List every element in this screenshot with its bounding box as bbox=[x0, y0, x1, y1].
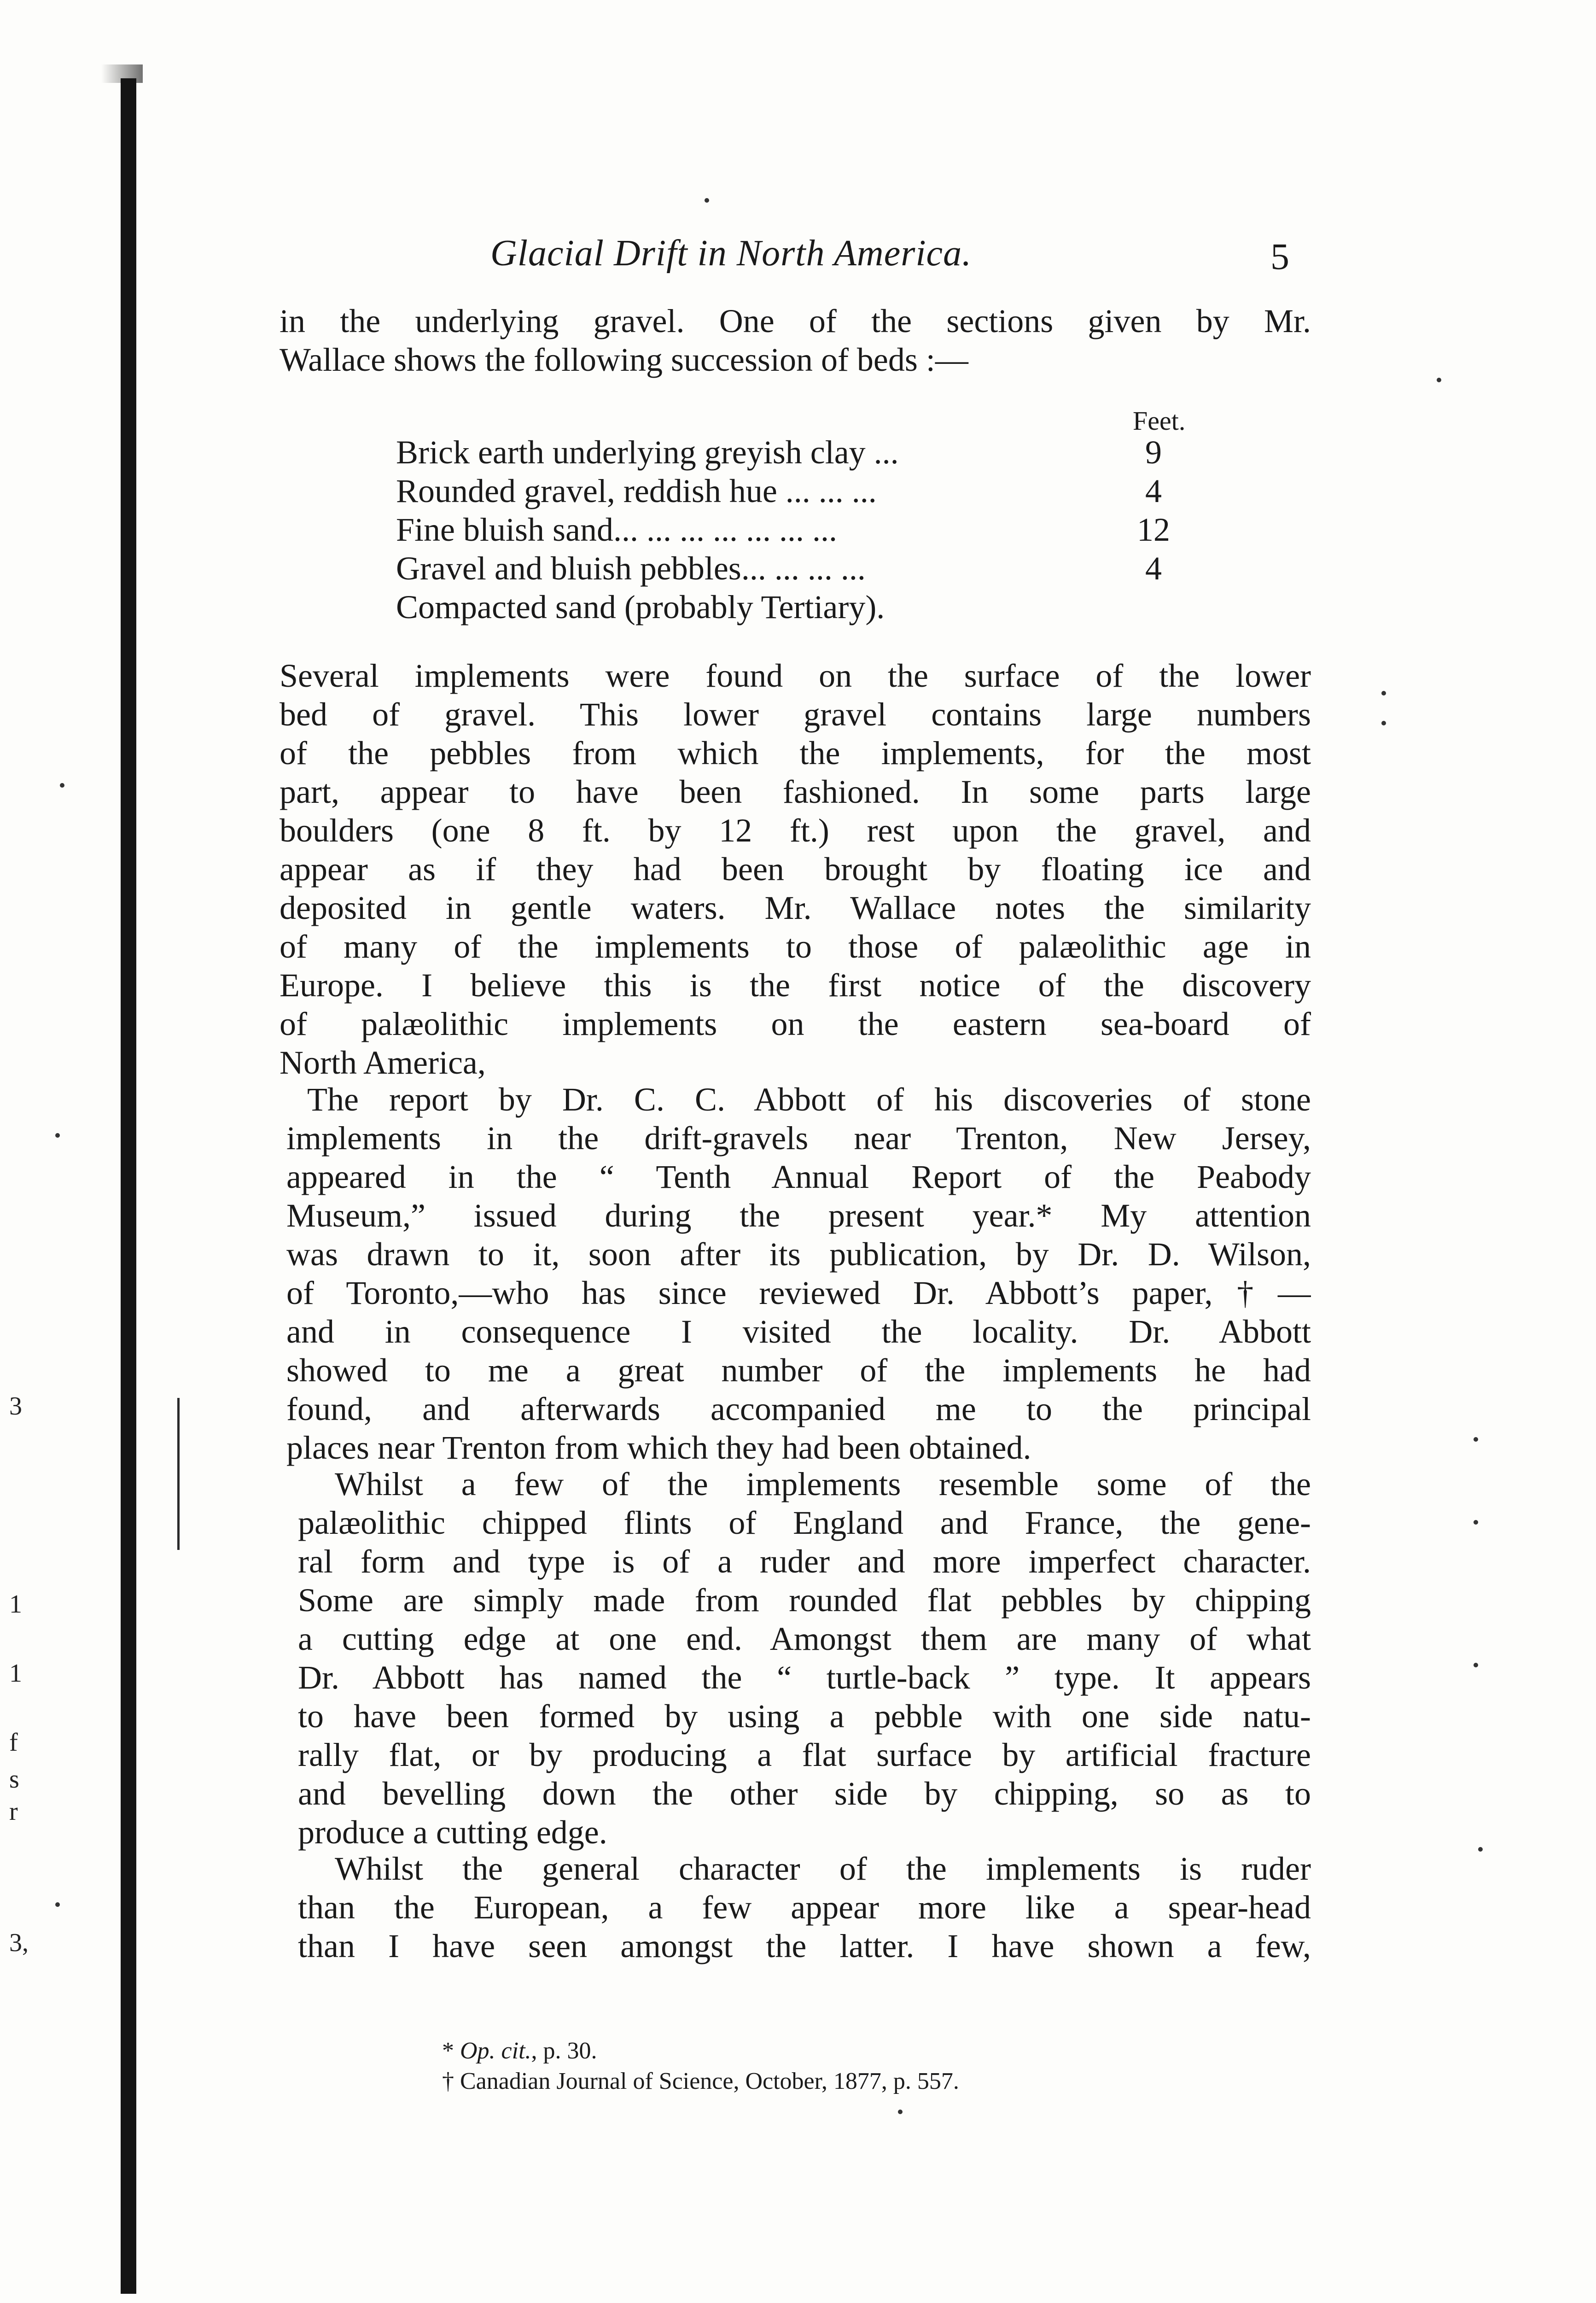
text-line: Wallace shows the following succession of beds :— bbox=[280, 341, 968, 378]
ink-speck bbox=[1437, 378, 1441, 382]
table-row bbox=[396, 549, 1206, 588]
text-line: showed to me a great number of the implements he had bbox=[286, 1352, 1311, 1389]
bed-name: Compacted sand (probably Tertiary). bbox=[396, 589, 885, 625]
footnote-canadian-journal: † Canadian Journal of Science, October, 1877, p. 557. bbox=[442, 2068, 959, 2094]
text-line: Dr. Abbott has named the “ turtle-back ” type. It appears bbox=[298, 1659, 1311, 1696]
text-line: Whilst a few of the implements resemble some of the bbox=[335, 1466, 1311, 1502]
footnote-citation: Op. cit. bbox=[460, 2038, 531, 2064]
running-title: Glacial Drift in North America. bbox=[490, 233, 972, 274]
margin-letter: f bbox=[9, 1728, 18, 1757]
text-line: bed of gravel. This lower gravel contains large numbers bbox=[280, 696, 1311, 733]
paragraph-general-character bbox=[280, 1849, 1311, 1965]
bed-thickness: 4 bbox=[1145, 550, 1162, 587]
binding-edge bbox=[121, 78, 136, 2294]
footnote-mark: * bbox=[442, 2038, 454, 2064]
margin-letter: 3, bbox=[9, 1929, 29, 1957]
bed-thickness: 4 bbox=[1145, 473, 1162, 509]
margin-mark-line bbox=[177, 1398, 180, 1550]
text-line: palæolithic chipped flints of England and France, the gene- bbox=[298, 1504, 1311, 1541]
footnote-op-cit bbox=[442, 2036, 1225, 2066]
text-line: North America, bbox=[280, 1044, 486, 1081]
footnotes bbox=[442, 2036, 1225, 2097]
paragraph-implements-found bbox=[280, 656, 1311, 1082]
text-line: produce a cutting edge. bbox=[298, 1814, 607, 1851]
text-line: and bevelling down the other side by chipping, so as to bbox=[298, 1775, 1311, 1812]
margin-letter: 1 bbox=[9, 1659, 22, 1688]
text-line: ral form and type is of a ruder and more imperfect character. bbox=[298, 1543, 1311, 1580]
bed-name: Fine bluish sand... ... ... ... ... ... ... bbox=[396, 511, 838, 548]
margin-letter: 1 bbox=[9, 1590, 22, 1619]
margin-letter: 3 bbox=[9, 1392, 22, 1420]
text-line: and in consequence I visited the locality. Dr. Abbott bbox=[286, 1313, 1311, 1350]
bed-name: Brick earth underlying greyish clay ... bbox=[396, 434, 899, 471]
bed-name: Rounded gravel, reddish hue ... ... ... bbox=[396, 473, 877, 509]
bed-thickness: 12 bbox=[1137, 511, 1170, 548]
margin-letter: r bbox=[9, 1797, 18, 1826]
footnote-page: , p. 30. bbox=[531, 2038, 597, 2064]
text-line: Whilst the general character of the implements is ruder bbox=[335, 1850, 1311, 1887]
ink-speck bbox=[1381, 721, 1386, 725]
text-line: than I have seen amongst the latter. I have shown a few, bbox=[298, 1928, 1311, 1964]
text-line: boulders (one 8 ft. by 12 ft.) rest upon the gravel, and bbox=[280, 812, 1311, 849]
text-line: Some are simply made from rounded flat pebbles by chipping bbox=[298, 1582, 1311, 1619]
ink-speck bbox=[898, 2110, 903, 2114]
text-line: The report by Dr. C. C. Abbott of his discoveries of stone bbox=[307, 1081, 1311, 1118]
text-line: Europe. I believe this is the first notice of the discovery bbox=[280, 967, 1311, 1004]
ink-speck bbox=[1474, 1663, 1478, 1667]
table-row bbox=[396, 510, 1206, 549]
table-row bbox=[396, 433, 1206, 472]
ink-speck bbox=[1474, 1520, 1478, 1525]
text-line: than the European, a few appear more like a spear-head bbox=[298, 1889, 1311, 1926]
text-line: appeared in the “ Tenth Annual Report of the Peabody bbox=[286, 1158, 1311, 1195]
ink-speck bbox=[55, 1902, 60, 1907]
ink-speck bbox=[1478, 1847, 1483, 1852]
text-line: was drawn to it, soon after its publication, by Dr. D. Wilson, bbox=[286, 1236, 1311, 1273]
text-line: of palæolithic implements on the eastern sea-board of bbox=[280, 1005, 1311, 1042]
table-unit-header: Feet. bbox=[1133, 406, 1186, 436]
margin-letter: s bbox=[9, 1765, 19, 1794]
bed-name: Gravel and bluish pebbles... ... ... ... bbox=[396, 550, 866, 587]
text-line: found, and afterwards accompanied me to the principal bbox=[286, 1391, 1311, 1427]
paragraph-abbott-report bbox=[280, 1080, 1311, 1467]
ink-speck bbox=[1381, 691, 1386, 696]
page-number: 5 bbox=[1270, 235, 1289, 277]
text-line: places near Trenton from which they had been obtained. bbox=[286, 1429, 1031, 1466]
ink-speck bbox=[60, 783, 64, 788]
table-row bbox=[396, 588, 1206, 626]
ink-speck bbox=[1474, 1437, 1478, 1442]
paragraph-implement-types bbox=[280, 1465, 1311, 1852]
text-line: of many of the implements to those of palæolithic age in bbox=[280, 928, 1311, 965]
ink-speck bbox=[705, 198, 709, 203]
ink-speck bbox=[55, 1133, 60, 1138]
page-header bbox=[281, 233, 1312, 283]
text-line: appear as if they had been brought by floating ice and bbox=[280, 851, 1311, 888]
text-line: deposited in gentle waters. Mr. Wallace notes the similarity bbox=[280, 889, 1311, 926]
text-line: in the underlying gravel. One of the sections given by Mr. bbox=[280, 303, 1311, 339]
bed-thickness: 9 bbox=[1145, 434, 1162, 471]
text-line: Museum,” issued during the present year.* My attention bbox=[286, 1197, 1311, 1234]
text-line: implements in the drift-gravels near Trenton, New Jersey, bbox=[286, 1120, 1311, 1157]
text-line: Several implements were found on the surface of the lower bbox=[280, 657, 1311, 694]
text-line: a cutting edge at one end. Amongst them are many of what bbox=[298, 1620, 1311, 1657]
text-line: to have been formed by using a pebble with one side natu- bbox=[298, 1698, 1311, 1735]
text-line: part, appear to have been fashioned. In some parts large bbox=[280, 773, 1311, 810]
text-line: rally flat, or by producing a flat surface by artificial fracture bbox=[298, 1736, 1311, 1773]
text-line: of Toronto,—who has since reviewed Dr. Abbott’s paper,†— bbox=[286, 1274, 1311, 1311]
intro-text bbox=[280, 302, 1311, 379]
text-line: of the pebbles from which the implements, for the most bbox=[280, 735, 1311, 772]
table-row bbox=[396, 472, 1206, 510]
